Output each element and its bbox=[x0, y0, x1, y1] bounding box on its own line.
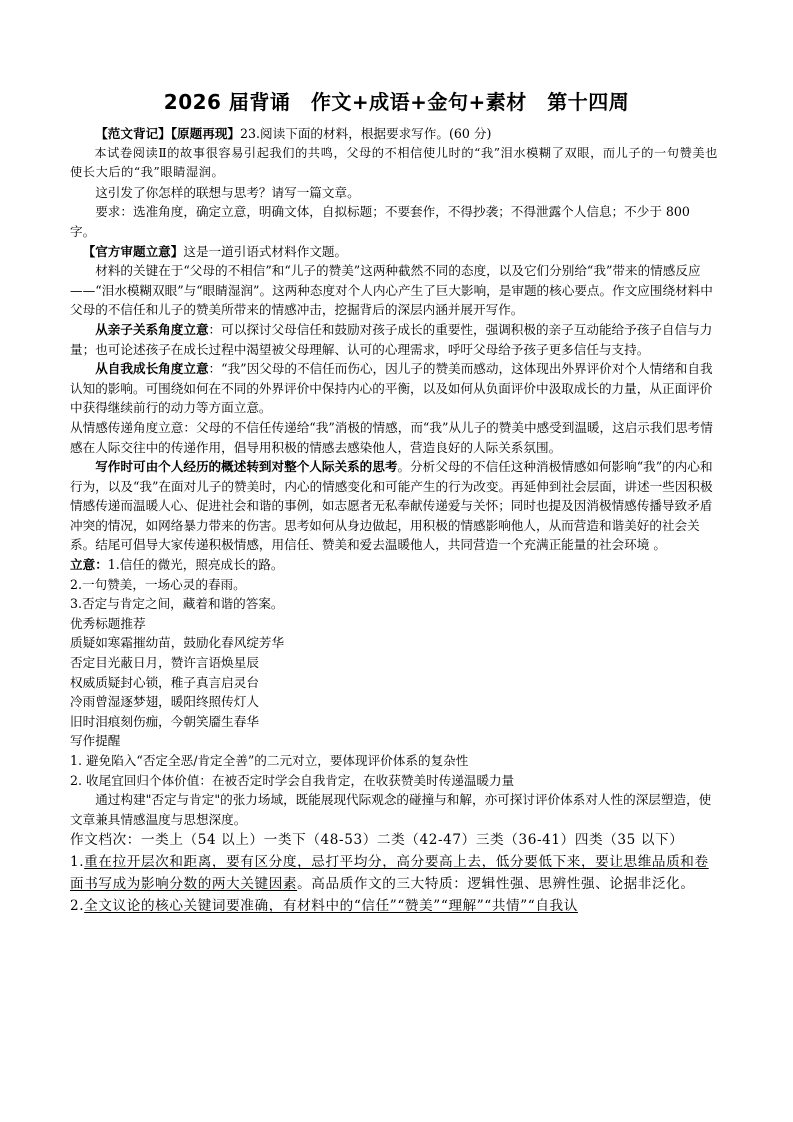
angle-self-growth-text: ：“我”因父母的不信任而伤心，因儿子的赞美而感动，这体现出外界评价对个人情绪和自我认知的影响。可围绕如何在不同的外界评价中保持内心的平衡，以及如何从负面评价中汲取成长的力量，从正面评价中获得继续前行的动力等方面立意。 bbox=[70, 361, 713, 416]
title-item-2: 否定目光蔽日月，赞许言语焕星辰 bbox=[70, 655, 259, 671]
ideas-label: 立意： bbox=[70, 557, 108, 573]
angle-parent-child-text: ：可以探讨父母信任和鼓励对孩子成长的重要性，强调积极的亲子互动能给予孩子自信与力量；也可论述孩子在成长过程中渴望被父母理解、认可的心理需求，呼吁父母给予孩子更多信任与支持。 bbox=[70, 321, 713, 357]
question-text: 23.阅读下面的材料，根据要求写作。(60 分) bbox=[240, 126, 492, 141]
prompt-text: 这引发了你怎样的联想与思考？请写一篇文章。 bbox=[95, 184, 360, 200]
idea-item-1: 立意：1.信任的微光，照亮成长的路。 bbox=[70, 557, 284, 573]
angle-self-growth bbox=[70, 359, 718, 418]
official-intro-line bbox=[70, 242, 718, 262]
title-item-5: 旧时泪痕刻伤痂，今朝笑靥生春华 bbox=[70, 713, 259, 729]
reminders-heading: 写作提醒 bbox=[70, 733, 121, 749]
requirements-text: 要求：选准角度，确定立意，明确文体，自拟标题；不要套作，不得抄袭；不得泄露个人信息；不少于 800 字。 bbox=[70, 204, 690, 239]
grading-point-1-underlined: 重在拉开层次和距离，要有区分度，忌打平均分，高分要高上去，低分要低下来，要让思维品质和卷面书写成为影响分数的两大关键因素 bbox=[70, 854, 709, 893]
titles-heading: 优秀标题推荐 bbox=[70, 615, 146, 631]
grading-point-2-underlined: 全文议论的核心关键词要准确，有材料中的“信任”“赞美”“理解”“共情”“自我认 bbox=[84, 898, 578, 915]
title-item-4: 冷雨曾湿逐梦翅，暖阳终照传灯人 bbox=[70, 694, 259, 710]
idea-item-2: 2.一句赞美，一场心灵的春雨。 bbox=[70, 576, 246, 592]
tag-original-question: 【原题再现】 bbox=[170, 126, 241, 141]
reminder-item-2: 2. 收尾宜回归个体价值：在被否定时学会自我肯定，在收获赞美时传递温暖力量 bbox=[70, 772, 515, 788]
official-paragraph: 材料的关键在于“父母的不相信”和“儿子的赞美”这两种截然不同的态度，以及它们分别给“我”带来的情感反应 ——“泪水模糊双眼”与“眼睛湿润”。这两种态度对个人内心产生了巨大影响，是审题的核心要点。作文应围绕材料中父母的不信任和儿子的赞美所带来的情感冲击，挖掘背后的深层内涵并展开写作。 bbox=[70, 263, 713, 318]
grading-levels: 作文档次：一类上（54 以上）一类下（48-53）二类（42-47）三类（36-41）四类（35 以下） bbox=[70, 832, 684, 849]
page-title: 2026 届背诵 作文+成语+金句+素材 第十四周 bbox=[163, 90, 630, 114]
document-body bbox=[70, 124, 718, 917]
writing-tip-title: 写作时可由个人经历的概述转到对整个人际关系的思考 bbox=[95, 459, 398, 475]
official-intro: 这是一道引语式材料作文题。 bbox=[183, 243, 348, 259]
tag-model-essay: 【范文背记】 bbox=[95, 126, 171, 141]
reminder-item-1: 1. 避免陷入“否定全恶/肯定全善”的二元对立，要体现评价体系的复杂性 bbox=[70, 753, 469, 768]
tag-official-analysis: 【官方审题立意】 bbox=[82, 243, 184, 259]
grading-point-2: 2.全文议论的核心关键词要准确，有材料中的“信任”“赞美”“理解”“共情”“自我认 bbox=[70, 898, 578, 915]
angle-parent-child-title: 从亲子关系角度立意 bbox=[95, 321, 209, 337]
angle-emotion-transfer: 从情感传递角度立意：父母的不信任传递给“我”消极的情感，而“我”从儿子的赞美中感受到温暖，这启示我们思考情感在人际交往中的传递作用，倡导用积极的情感去感染他人，营造良好的人际关系氛围。 bbox=[70, 419, 713, 455]
essay-question-line bbox=[70, 124, 718, 144]
writing-tip-text: 。分析父母的不信任这种消极情感如何影响“我”的内心和行为，以及“我”在面对儿子的赞美时，内心的情感变化和可能产生的行为改变。再延伸到社会层面，讲述一些因积极情感传递而温暖人心、促进社会和谐的事例，如志愿者无私奉献传递爱与关怀；同时也提及因消极情感传播导致矛盾冲突的情况，如网络暴力带来的伤害。思考如何从身边做起，用积极的情感影响他人，从而营造和谐美好的社会关系。结尾可倡导大家传递积极情感，用信任、赞美和爱去温暖他人，共同营造一个充满正能量的社会环境 。 bbox=[70, 459, 713, 553]
title-item-3: 权威质疑封心锁，稚子真言启灵台 bbox=[70, 674, 259, 690]
reminders-closing: 通过构建"否定与肯定"的张力场域，既能展现代际观念的碰撞与和解，亦可探讨评价体系对人性的深层塑造，使文章兼具情感温度与思想深度。 bbox=[70, 792, 712, 827]
angle-parent-child bbox=[70, 320, 718, 359]
title-item-1: 质疑如寒霜摧幼苗，鼓励化春风绽芳华 bbox=[70, 635, 285, 651]
material-text: 本试卷阅读Ⅱ的故事很容易引起我们的共鸣，父母的不相信使儿时的“我”泪水模糊了双眼，而儿子的一句赞美也使长大后的“我”眼睛湿润。 bbox=[70, 145, 718, 180]
grading-point-1: 1.重在拉开层次和距离，要有区分度，忌打平均分，高分要高上去，低分要低下来，要让思维品质和卷面书写成为影响分数的两大关键因素。高品质作文的三大特质：逻辑性强、思辨性强、论据非泛化。 bbox=[70, 854, 709, 893]
angle-self-growth-title: 从自我成长角度立意 bbox=[95, 361, 209, 377]
idea-item-3: 3.否定与肯定之间，藏着和谐的答案。 bbox=[70, 596, 284, 612]
writing-tip bbox=[70, 457, 718, 555]
